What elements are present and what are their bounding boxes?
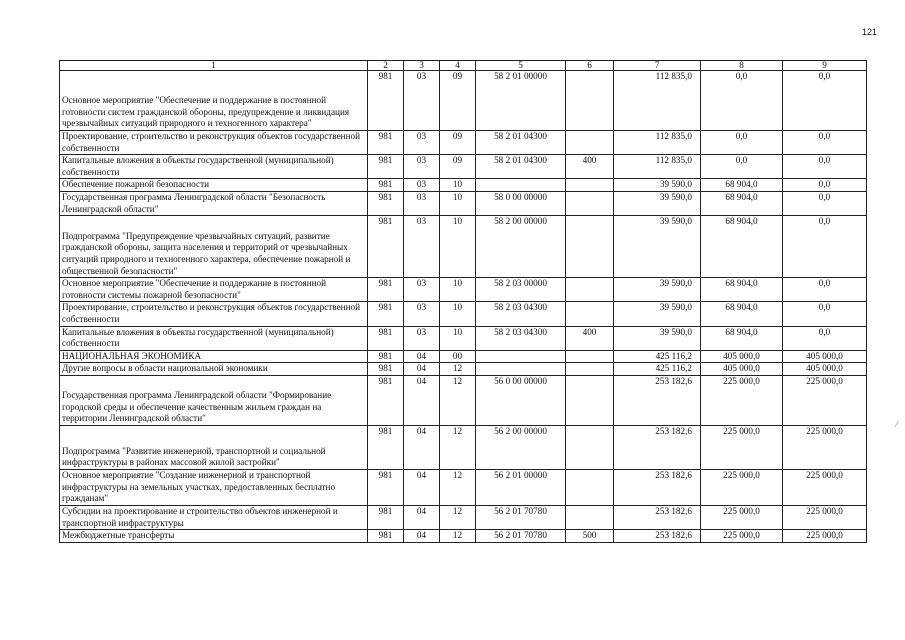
table-row [60,469,867,505]
row-expense-type [566,278,614,302]
row-col-3: 03 [404,179,440,192]
col-header-7: 7 [614,61,701,71]
row-col-4: 10 [440,216,476,278]
table-row [60,375,867,425]
row-col-2: 981 [368,302,404,326]
row-amount-7: 112 835,0 [614,155,701,179]
row-col-4: 10 [440,179,476,192]
row-name: Другие вопросы в области национальной экономики [60,363,368,376]
row-col-4: 09 [440,155,476,179]
row-amount-8: 68 904,0 [701,302,783,326]
row-col-3: 03 [404,302,440,326]
row-code [476,179,566,192]
row-col-4: 10 [440,278,476,302]
row-amount-9: 405 000,0 [783,350,867,363]
row-col-3: 04 [404,530,440,543]
col-header-4: 4 [440,61,476,71]
row-amount-9: 0,0 [783,191,867,215]
row-name: Капитальные вложения в объекты государственной (муниципальной) собственности [60,155,368,179]
row-expense-type [566,302,614,326]
row-col-2: 981 [368,179,404,192]
row-amount-9: 225 000,0 [783,530,867,543]
budget-table [59,60,867,543]
row-expense-type [566,71,614,131]
row-col-2: 981 [368,155,404,179]
row-col-2: 981 [368,131,404,155]
row-amount-8: 68 904,0 [701,216,783,278]
row-amount-9: 0,0 [783,179,867,192]
col-header-1: 1 [60,61,368,71]
row-col-3: 03 [404,191,440,215]
row-code: 56 2 01 00000 [476,469,566,505]
table-row [60,155,867,179]
row-col-2: 981 [368,505,404,529]
row-amount-8: 68 904,0 [701,191,783,215]
row-col-4: 12 [440,469,476,505]
row-expense-type [566,179,614,192]
row-col-2: 981 [368,363,404,376]
row-name: Основное мероприятие "Обеспечение и поддержание в постоянной готовности системы пожарной безопасности" [60,278,368,302]
row-col-3: 04 [404,425,440,469]
row-name: Государственная программа Ленинградской области "Безопасность Ленинградской области" [60,191,368,215]
row-amount-9: 0,0 [783,155,867,179]
col-header-5: 5 [476,61,566,71]
row-amount-8: 0,0 [701,71,783,131]
row-col-3: 04 [404,375,440,425]
row-amount-7: 253 182,6 [614,469,701,505]
row-code: 58 2 01 04300 [476,131,566,155]
row-col-4: 10 [440,302,476,326]
row-code: 58 0 00 00000 [476,191,566,215]
row-name: Межбюджетные трансферты [60,530,368,543]
row-amount-7: 253 182,6 [614,425,701,469]
row-col-3: 03 [404,326,440,350]
row-name: Государственная программа Ленинградской области "Формирование городской среды и обеспечение качественным жильем граждан на территории Ленинградской области" [60,375,368,425]
row-code: 58 2 01 04300 [476,155,566,179]
row-col-2: 981 [368,425,404,469]
row-amount-9: 0,0 [783,302,867,326]
row-amount-8: 405 000,0 [701,363,783,376]
row-code: 58 2 03 04300 [476,326,566,350]
row-amount-9: 0,0 [783,131,867,155]
row-name: Основное мероприятие "Обеспечение и поддержание в постоянной готовности систем гражданской обороны, предупреждение и ликвидация чрезвычайных ситуаций природного и техногенного характера" [60,71,368,131]
col-header-6: 6 [566,61,614,71]
row-col-2: 981 [368,350,404,363]
row-col-4: 10 [440,326,476,350]
row-expense-type [566,350,614,363]
row-col-3: 03 [404,278,440,302]
table-row [60,216,867,278]
row-col-4: 12 [440,425,476,469]
row-amount-7: 253 182,6 [614,375,701,425]
row-expense-type [566,363,614,376]
table-row [60,425,867,469]
table-row [60,302,867,326]
table-row [60,363,867,376]
row-name: Проектирование, строительство и реконструкция объектов государственной собственности [60,131,368,155]
row-code [476,363,566,376]
row-expense-type [566,191,614,215]
row-code: 56 2 01 70780 [476,530,566,543]
row-amount-7: 39 590,0 [614,302,701,326]
row-amount-7: 39 590,0 [614,179,701,192]
row-name: Проектирование, строительство и реконструкция объектов государственной собственности [60,302,368,326]
row-amount-7: 39 590,0 [614,191,701,215]
row-col-3: 04 [404,363,440,376]
row-col-4: 12 [440,363,476,376]
row-expense-type: 500 [566,530,614,543]
row-amount-9: 0,0 [783,71,867,131]
row-amount-7: 253 182,6 [614,505,701,529]
row-col-4: 12 [440,505,476,529]
row-col-2: 981 [368,469,404,505]
row-col-2: 981 [368,71,404,131]
row-expense-type [566,375,614,425]
header-row [60,61,867,71]
row-amount-9: 405 000,0 [783,363,867,376]
row-col-2: 981 [368,326,404,350]
row-col-3: 03 [404,131,440,155]
row-amount-8: 225 000,0 [701,375,783,425]
table-row [60,530,867,543]
row-col-2: 981 [368,375,404,425]
row-amount-8: 405 000,0 [701,350,783,363]
row-code: 56 2 01 70780 [476,505,566,529]
row-code: 58 2 01 00000 [476,71,566,131]
table-row [60,350,867,363]
row-col-2: 981 [368,278,404,302]
table-row [60,505,867,529]
row-amount-9: 225 000,0 [783,469,867,505]
row-amount-7: 39 590,0 [614,278,701,302]
row-name: Основное мероприятие "Создание инженерной и транспортной инфраструктуры на земельных участках, предоставленных бесплатно гражданам" [60,469,368,505]
table-row [60,179,867,192]
row-amount-8: 0,0 [701,155,783,179]
row-name: Субсидии на проектирование и строительство объектов инженерной и транспортной инфраструктуры [60,505,368,529]
row-amount-8: 0,0 [701,131,783,155]
table-row [60,326,867,350]
row-col-4: 12 [440,375,476,425]
table-row [60,71,867,131]
row-amount-7: 39 590,0 [614,326,701,350]
page-number: 121 [862,27,878,37]
row-col-4: 00 [440,350,476,363]
row-name: НАЦИОНАЛЬНАЯ ЭКОНОМИКА [60,350,368,363]
row-col-4: 09 [440,71,476,131]
row-col-3: 03 [404,155,440,179]
row-expense-type [566,131,614,155]
row-amount-9: 225 000,0 [783,375,867,425]
row-code [476,350,566,363]
row-expense-type [566,469,614,505]
row-col-4: 12 [440,530,476,543]
row-amount-8: 225 000,0 [701,469,783,505]
row-col-2: 981 [368,191,404,215]
row-amount-8: 68 904,0 [701,179,783,192]
row-col-2: 981 [368,216,404,278]
col-header-8: 8 [701,61,783,71]
table-row [60,278,867,302]
row-code: 58 2 03 04300 [476,302,566,326]
row-code: 56 0 00 00000 [476,375,566,425]
row-amount-9: 0,0 [783,326,867,350]
row-name: Капитальные вложения в объекты государственной (муниципальной) собственности [60,326,368,350]
col-header-2: 2 [368,61,404,71]
table-row [60,191,867,215]
row-col-3: 03 [404,216,440,278]
row-amount-8: 68 904,0 [701,278,783,302]
row-amount-8: 225 000,0 [701,425,783,469]
row-amount-9: 225 000,0 [783,425,867,469]
row-amount-8: 225 000,0 [701,505,783,529]
col-header-9: 9 [783,61,867,71]
row-expense-type [566,216,614,278]
row-code: 58 2 00 00000 [476,216,566,278]
scan-edge-mark: ⁄ [896,420,898,429]
table-row [60,131,867,155]
row-code: 56 2 00 00000 [476,425,566,469]
row-amount-7: 112 835,0 [614,71,701,131]
col-header-3: 3 [404,61,440,71]
row-col-3: 04 [404,505,440,529]
row-col-3: 03 [404,71,440,131]
row-expense-type [566,425,614,469]
row-amount-8: 68 904,0 [701,326,783,350]
row-amount-9: 0,0 [783,278,867,302]
row-col-2: 981 [368,530,404,543]
row-amount-9: 225 000,0 [783,505,867,529]
row-amount-7: 425 116,2 [614,350,701,363]
row-amount-8: 225 000,0 [701,530,783,543]
row-col-3: 04 [404,469,440,505]
row-name: Подпрограмма "Предупреждение чрезвычайных ситуаций, развитие гражданской обороны, защита населения и территорий от чрезвычайных ситуаций природного и техногенного характера, обеспечение пожарной и общественной безопасности" [60,216,368,278]
row-name: Подпрограмма "Развитие инженерной, транспортной и социальной инфраструктуры в районах массовой жилой застройки" [60,425,368,469]
row-expense-type [566,505,614,529]
row-amount-7: 425 116,2 [614,363,701,376]
row-amount-9: 0,0 [783,216,867,278]
row-amount-7: 253 182,6 [614,530,701,543]
row-code: 58 2 03 00000 [476,278,566,302]
row-expense-type: 400 [566,155,614,179]
row-col-4: 09 [440,131,476,155]
row-col-4: 10 [440,191,476,215]
row-col-3: 04 [404,350,440,363]
row-name: Обеспечение пожарной безопасности [60,179,368,192]
row-amount-7: 39 590,0 [614,216,701,278]
row-expense-type: 400 [566,326,614,350]
row-amount-7: 112 835,0 [614,131,701,155]
